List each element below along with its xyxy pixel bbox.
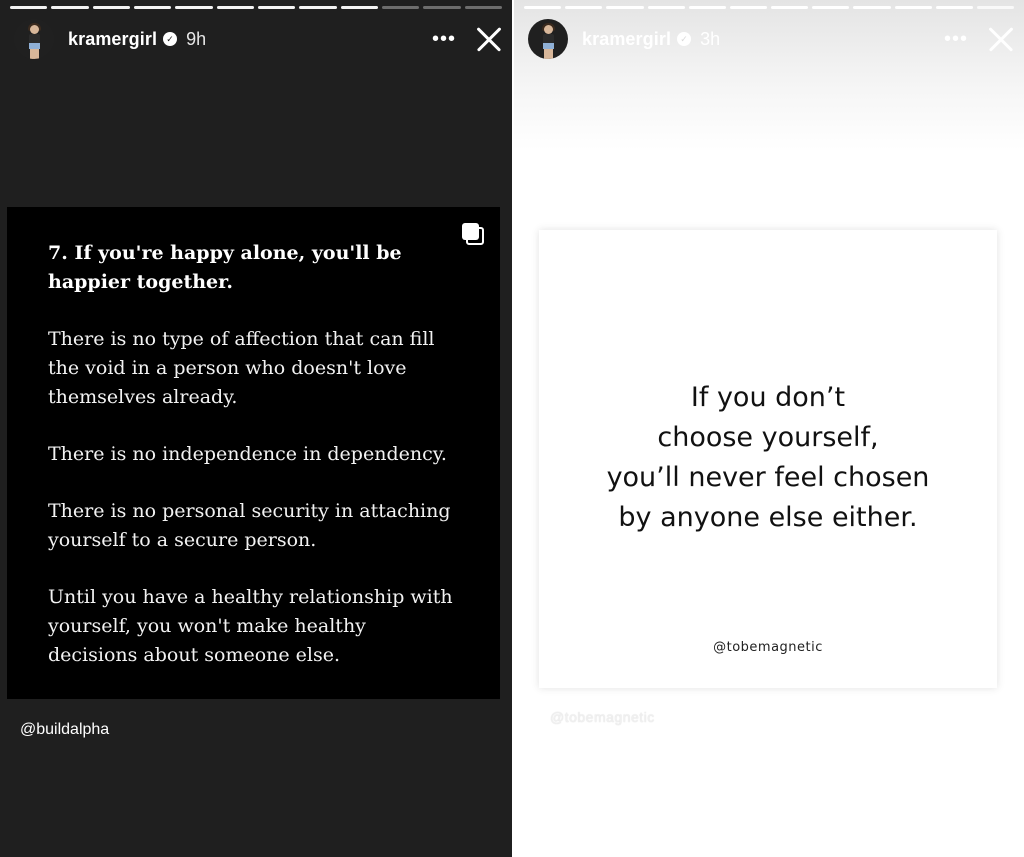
- progress-segment: [730, 6, 767, 9]
- more-options-icon[interactable]: •••: [943, 28, 968, 50]
- avatar[interactable]: [528, 19, 568, 59]
- progress-segment: [936, 6, 973, 9]
- verified-badge-icon: ✓: [163, 32, 177, 46]
- story-header: [14, 18, 502, 60]
- quote-line: If you don’t: [690, 382, 846, 413]
- progress-segment: [10, 6, 47, 9]
- progress-segment: [93, 6, 130, 9]
- quote-card: [539, 230, 997, 688]
- copy-icon: [462, 223, 484, 245]
- progress-segment: [134, 6, 171, 9]
- story-right[interactable]: [514, 0, 1024, 857]
- progress-segment: [606, 6, 643, 9]
- progress-segment: [524, 6, 561, 9]
- more-options-icon[interactable]: •••: [431, 28, 456, 50]
- progress-segment: [895, 6, 932, 9]
- progress-segment: [648, 6, 685, 9]
- progress-segment: [382, 6, 419, 9]
- progress-segment: [258, 6, 295, 9]
- progress-segment: [465, 6, 502, 9]
- quote-paragraph: There is no personal security in attaching yourself to a secure person.: [48, 500, 451, 551]
- story-progress-bar: [10, 6, 502, 9]
- progress-segment: [565, 6, 602, 9]
- progress-segment: [217, 6, 254, 9]
- progress-segment: [51, 6, 88, 9]
- quote-title: 7. If you're happy alone, you'll be happier together.: [48, 242, 402, 293]
- progress-segment: [853, 6, 890, 9]
- verified-badge-icon: ✓: [677, 32, 691, 46]
- username[interactable]: kramergirl: [68, 28, 158, 49]
- story-progress-bar: [524, 6, 1014, 9]
- story-timestamp: 3h: [700, 28, 721, 49]
- avatar[interactable]: [14, 19, 54, 59]
- quote-line: choose yourself,: [657, 422, 879, 453]
- progress-segment: [689, 6, 726, 9]
- quote-card: [7, 207, 500, 699]
- story-header: [528, 18, 1014, 60]
- close-icon[interactable]: [476, 26, 502, 52]
- quote-line: by anyone else either.: [618, 502, 918, 533]
- progress-segment: [341, 6, 378, 9]
- progress-segment: [977, 6, 1014, 9]
- card-credit: @tobemagnetic: [713, 640, 823, 655]
- quote-paragraph: There is no independence in dependency.: [48, 443, 447, 465]
- mention-sticker[interactable]: @buildalpha: [20, 721, 110, 738]
- progress-segment: [299, 6, 336, 9]
- quote-text: [539, 378, 997, 538]
- story-timestamp: 9h: [186, 28, 207, 49]
- progress-segment: [423, 6, 460, 9]
- close-icon[interactable]: [988, 26, 1014, 52]
- quote-text: [48, 239, 458, 698]
- quote-paragraph: Until you have a healthy relationship with yourself, you won't make healthy decisions about someone else.: [48, 586, 453, 666]
- username[interactable]: kramergirl: [582, 28, 672, 49]
- mention-sticker[interactable]: @tobemagnetic: [550, 709, 655, 725]
- progress-segment: [175, 6, 212, 9]
- progress-segment: [771, 6, 808, 9]
- quote-paragraph: There is no type of affection that can fill the void in a person who doesn't love themselves already.: [48, 328, 435, 408]
- quote-line: you’ll never feel chosen: [606, 462, 930, 493]
- progress-segment: [812, 6, 849, 9]
